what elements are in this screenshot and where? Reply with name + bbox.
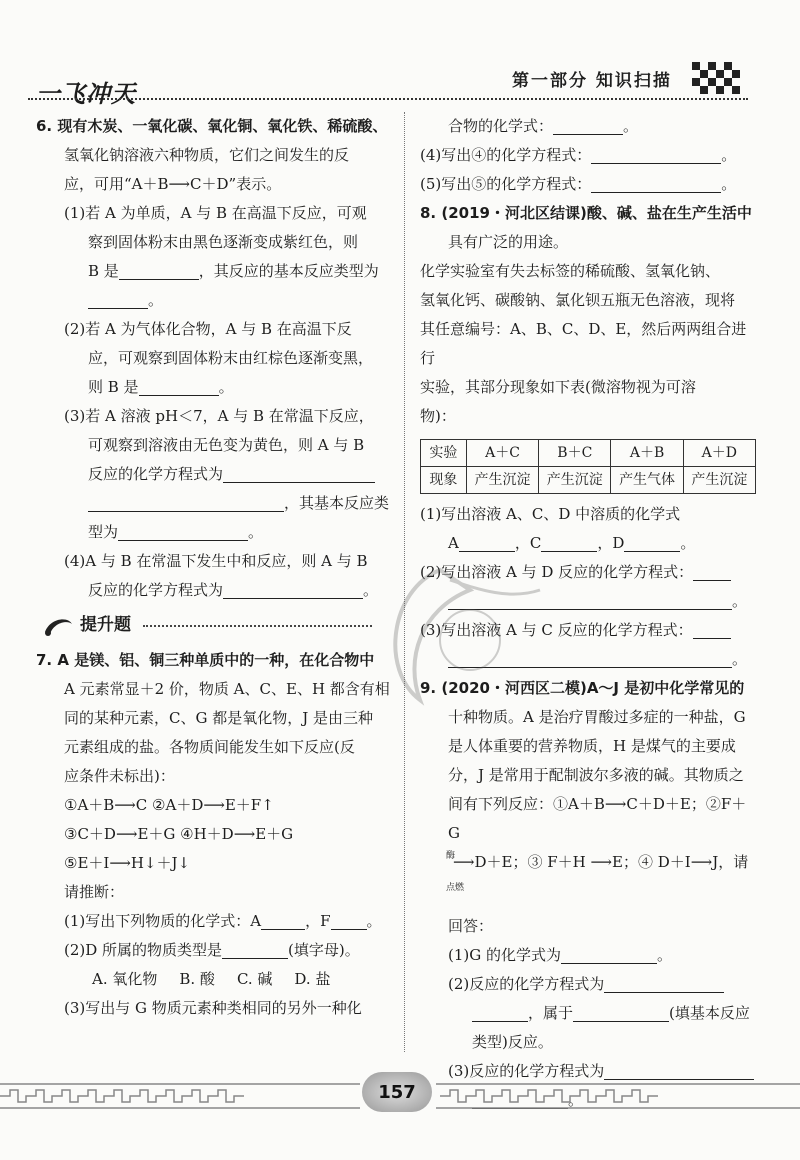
answer-blank[interactable] xyxy=(472,1003,528,1022)
q7-stem-line: A 元素常显＋2 价，物质 A、C、E、H 都含有相 xyxy=(64,680,390,698)
answer-blank[interactable] xyxy=(88,290,148,309)
q6-part2: (2)若 A 为气体化合物，A 与 B 在高温下反 xyxy=(64,320,352,338)
page-header xyxy=(0,0,800,110)
experiment-table xyxy=(420,439,756,494)
q6-part3: 反应的化学方程式为 xyxy=(36,460,392,489)
answer-blank[interactable] xyxy=(223,464,375,483)
q7-reaction: ⑤E＋I⟶H↓＋J↓ xyxy=(64,854,191,872)
q9-part1: (1)G 的化学式为 。 xyxy=(448,946,673,964)
table-cell: 产生沉淀 xyxy=(466,467,538,494)
answer-blank[interactable] xyxy=(118,522,248,541)
answer-blank[interactable] xyxy=(139,377,219,396)
answer-blank[interactable] xyxy=(88,493,284,512)
subtitle-dots xyxy=(143,625,372,627)
table-cell: B＋C xyxy=(539,440,611,467)
q6-part3: ，其基本反应类 xyxy=(36,489,392,518)
q8-part1: (1)写出溶液 A、C、D 中溶质的化学式 xyxy=(420,505,681,523)
brand-logo: 一飞冲天 xyxy=(36,80,136,108)
q6-part4: 反应的化学方程式为 。 xyxy=(88,581,379,599)
option-b[interactable]: B. 酸 xyxy=(179,970,215,988)
table-cell: A＋B xyxy=(611,440,683,467)
q9-stem-line: 间有下列反应：①A＋B⟶C＋D＋E；②F＋G xyxy=(448,795,747,842)
table-cell: 产生沉淀 xyxy=(539,467,611,494)
q8-part2: 。 xyxy=(420,587,756,616)
table-cell: 产生气体 xyxy=(611,467,683,494)
ignite-label: 点燃 xyxy=(446,883,465,893)
q6-part1: 察到固体粉末由黑色逐渐变成紫红色，则 xyxy=(88,233,359,251)
q8-stem-line: 实验，其部分现象如下表(微溶物视为可溶 xyxy=(420,378,696,396)
q9-part3: 。 xyxy=(420,1086,756,1115)
answer-blank[interactable] xyxy=(119,261,199,280)
subtitle-text: 提升题 xyxy=(80,615,131,635)
table-cell: A＋C xyxy=(466,440,538,467)
checker-decoration-icon xyxy=(692,62,742,96)
section-title: 第一部分 知识扫描 xyxy=(512,71,672,91)
page-number: 157 xyxy=(362,1072,432,1112)
q8-stem-line: 物)： xyxy=(420,407,456,425)
table-row xyxy=(421,440,756,467)
answer-blank[interactable] xyxy=(624,533,680,552)
q7-reaction: ③C＋D⟶E＋G ④H＋D⟶E＋G xyxy=(64,825,294,843)
question-6 xyxy=(36,112,392,605)
answer-blank[interactable] xyxy=(591,145,721,164)
question-7 xyxy=(36,646,392,1023)
q9-part2: 类型)反应。 xyxy=(472,1033,553,1051)
q8-stem-line: 化学实验室有失去标签的稀硫酸、氢氧化钠、 xyxy=(420,262,721,280)
answer-blank[interactable] xyxy=(693,620,731,639)
answer-blank[interactable] xyxy=(553,116,623,135)
q7-options xyxy=(36,965,392,994)
q7-stem-line: 应条件未标出)： xyxy=(64,767,175,785)
q9-stem-line: 酶⟶D＋E；③ F＋H ⟶E；④ D＋I⟶J，请点燃 xyxy=(420,848,756,912)
q7-stem-line: 同的某种元素，C、G 都是氧化物，J 是由三种 xyxy=(64,709,374,727)
q6-part1: 。 xyxy=(36,286,392,315)
answer-blank[interactable] xyxy=(223,580,363,599)
q8-part3: 。 xyxy=(420,645,756,674)
q7-part1: (1)写出下列物质的化学式：A ，F 。 xyxy=(64,912,382,930)
q8-part2: (2)写出溶液 A 与 D 反应的化学方程式： xyxy=(420,558,756,587)
table-cell: 实验 xyxy=(421,440,467,467)
q6-stem-line: 氢氧化钠溶液六种物质，它们之间发生的反 xyxy=(64,146,350,164)
header-rule xyxy=(28,98,748,100)
q9-answer-prompt: 回答： xyxy=(448,917,494,935)
answer-blank[interactable] xyxy=(331,911,367,930)
answer-blank[interactable] xyxy=(561,945,657,964)
q7-infer: 请推断： xyxy=(64,883,125,901)
answer-blank[interactable] xyxy=(573,1003,669,1022)
answer-blank[interactable] xyxy=(693,562,731,581)
answer-blank[interactable] xyxy=(459,533,515,552)
q9-part3: (3)反应的化学方程式为 xyxy=(420,1057,756,1086)
q6-part4: (4)A 与 B 在常温下发生中和反应，则 A 与 B xyxy=(64,552,368,570)
q6-stem-line: 6. 现有木炭、一氧化碳、氧化铜、氧化铁、稀硫酸、 xyxy=(36,117,388,135)
q8-stem-line: 具有广泛的用途。 xyxy=(448,233,569,251)
q6-part3: 型为 。 xyxy=(88,523,264,541)
q6-part2: 应，可观察到固体粉末由红棕色逐渐变黑， xyxy=(88,349,374,367)
option-c[interactable]: C. 碱 xyxy=(236,970,273,988)
table-row xyxy=(421,467,756,494)
q9-stem-line: 9. (2020・河西区二模)A～J 是初中化学常见的 xyxy=(420,679,745,697)
q9-stem-line: 分，J 是常用于配制波尔多液的碱。其物质之 xyxy=(448,766,744,784)
option-d[interactable]: D. 盐 xyxy=(294,970,331,988)
left-column xyxy=(36,112,392,1023)
section-subtitle xyxy=(42,611,392,640)
q7-stem-line: 7. A 是镁、铝、铜三种单质中的一种，在化合物中 xyxy=(36,651,375,669)
q6-part2: 则 B 是 。 xyxy=(88,378,234,396)
q7-stem-line: 元素组成的盐。各物质间能发生如下反应(反 xyxy=(64,738,355,756)
question-9 xyxy=(420,674,756,1115)
table-cell: 产生沉淀 xyxy=(683,467,755,494)
q9-stem-line: 是人体重要的营养物质，H 是煤气的主要成 xyxy=(448,737,736,755)
q6-stem-line: 应，可用“A＋B⟶C＋D”表示。 xyxy=(64,175,282,193)
q7-part3-cont: 合物的化学式： 。 xyxy=(448,117,639,135)
q7-part2: (2)D 所属的物质类型是 (填字母)。 xyxy=(64,941,360,959)
swirl-icon xyxy=(42,614,76,638)
table-cell: 现象 xyxy=(421,467,467,494)
option-a[interactable]: A. 氧化物 xyxy=(92,970,158,988)
q8-part3: (3)写出溶液 A 与 C 反应的化学方程式： xyxy=(420,616,756,645)
q7-part3: (3)写出与 G 物质元素种类相同的另外一种化 xyxy=(64,999,362,1017)
answer-blank[interactable] xyxy=(541,533,597,552)
enzyme-label: 酶 xyxy=(446,851,456,861)
q8-part1: A ，C ，D 。 xyxy=(448,534,696,552)
q8-stem-line: 其任意编号：A、B、C、D、E，然后两两组合进行 xyxy=(420,320,747,367)
q8-stem-line: 氢氧化钙、碳酸钠、氯化钡五瓶无色溶液，现将 xyxy=(420,291,736,309)
answer-blank[interactable] xyxy=(591,174,721,193)
q6-part1: (1)若 A 为单质，A 与 B 在高温下反应，可观 xyxy=(64,204,367,222)
q7-part5: (5)写出⑤的化学方程式： 。 xyxy=(420,175,737,193)
answer-blank[interactable] xyxy=(261,911,305,930)
q7-part4: (4)写出④的化学方程式： 。 xyxy=(420,146,737,164)
answer-blank[interactable] xyxy=(222,940,288,959)
q6-part3: (3)若 A 溶液 pH＜7，A 与 B 在常温下反应， xyxy=(64,407,374,425)
watermark-logo-icon xyxy=(350,560,550,710)
q9-stem-line: 十种物质。A 是治疗胃酸过多症的一种盐，G xyxy=(448,708,746,726)
q9-part2: ，属于 (填基本反应 xyxy=(420,999,756,1028)
q6-part1: B 是 ，其反应的基本反应类型为 xyxy=(88,262,379,280)
q6-part3: 可观察到溶液由无色变为黄色，则 A 与 B xyxy=(88,436,365,454)
table-cell: A＋D xyxy=(683,440,755,467)
q9-part2: (2)反应的化学方程式为 xyxy=(420,970,756,999)
q8-stem-line: 8. (2019・河北区结课)酸、碱、盐在生产生活中 xyxy=(420,204,752,222)
q7-reaction: ①A＋B⟶C ②A＋D⟶E＋F↑ xyxy=(64,796,274,814)
answer-blank[interactable] xyxy=(604,974,724,993)
